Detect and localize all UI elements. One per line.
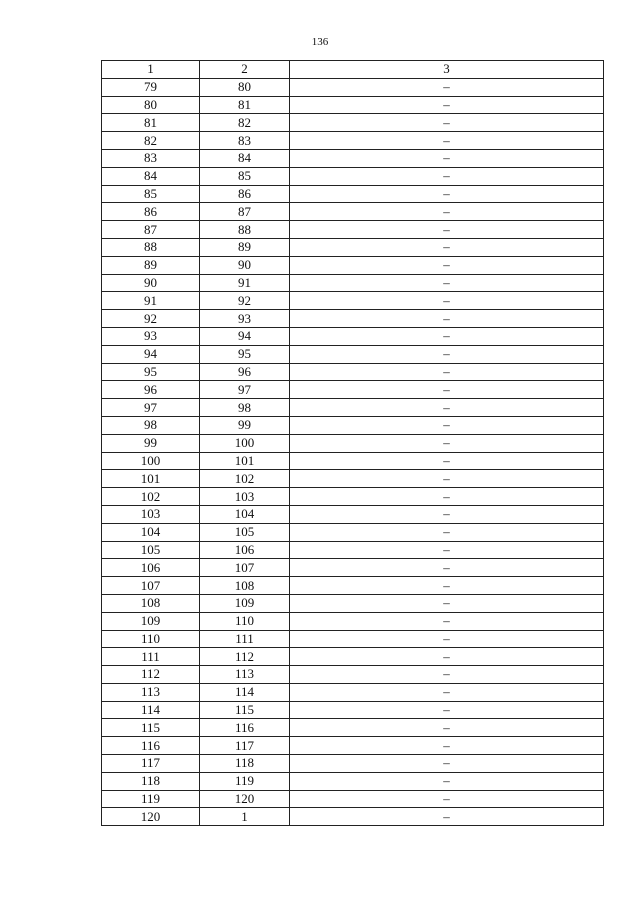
- table-cell: 82: [102, 132, 200, 150]
- table-cell: –: [290, 648, 604, 666]
- table-cell: 114: [200, 683, 290, 701]
- table-cell: –: [290, 185, 604, 203]
- table-cell: 106: [200, 541, 290, 559]
- table-cell: 104: [102, 523, 200, 541]
- table-cell: 115: [200, 701, 290, 719]
- table-row: [102, 470, 604, 488]
- table-cell: –: [290, 221, 604, 239]
- table-row: [102, 434, 604, 452]
- table-cell: 91: [200, 274, 290, 292]
- table-cell: 98: [102, 416, 200, 434]
- table-cell: 85: [200, 167, 290, 185]
- table-cell: 79: [102, 78, 200, 96]
- table-cell: –: [290, 719, 604, 737]
- table-cell: 103: [200, 488, 290, 506]
- table-row: [102, 203, 604, 221]
- table-cell: –: [290, 416, 604, 434]
- table-row: [102, 808, 604, 826]
- table-cell: 92: [200, 292, 290, 310]
- table-row: [102, 488, 604, 506]
- table-cell: –: [290, 274, 604, 292]
- table-row: [102, 114, 604, 132]
- table-cell: 117: [102, 755, 200, 773]
- table-cell: 81: [200, 96, 290, 114]
- table-row: [102, 666, 604, 684]
- table-cell: 80: [200, 78, 290, 96]
- table-row: [102, 452, 604, 470]
- table-row: [102, 96, 604, 114]
- table-row: [102, 416, 604, 434]
- column-header-2: 2: [200, 61, 290, 79]
- table-cell: 100: [200, 434, 290, 452]
- table-cell: –: [290, 755, 604, 773]
- table-row: [102, 292, 604, 310]
- table-cell: 107: [200, 559, 290, 577]
- table-cell: 83: [102, 149, 200, 167]
- table-row: [102, 737, 604, 755]
- table-row: [102, 310, 604, 328]
- table-cell: 95: [200, 345, 290, 363]
- table-cell: –: [290, 256, 604, 274]
- table-row: [102, 577, 604, 595]
- table-row: [102, 256, 604, 274]
- table-cell: –: [290, 559, 604, 577]
- table-cell: 101: [102, 470, 200, 488]
- table-row: [102, 772, 604, 790]
- table-cell: –: [290, 434, 604, 452]
- table-row: [102, 701, 604, 719]
- table-row: [102, 541, 604, 559]
- table-cell: 86: [200, 185, 290, 203]
- table-cell: –: [290, 523, 604, 541]
- table-cell: 119: [102, 790, 200, 808]
- table-cell: 116: [102, 737, 200, 755]
- table-cell: –: [290, 78, 604, 96]
- table-cell: –: [290, 488, 604, 506]
- table-row: [102, 327, 604, 345]
- table-cell: 89: [102, 256, 200, 274]
- table-cell: –: [290, 737, 604, 755]
- table-cell: –: [290, 541, 604, 559]
- table-cell: 89: [200, 238, 290, 256]
- table-cell: –: [290, 666, 604, 684]
- table-cell: –: [290, 612, 604, 630]
- table-cell: 88: [200, 221, 290, 239]
- table-cell: 103: [102, 505, 200, 523]
- table-cell: 85: [102, 185, 200, 203]
- table-cell: 113: [102, 683, 200, 701]
- table-cell: –: [290, 167, 604, 185]
- table-cell: 92: [102, 310, 200, 328]
- table-row: [102, 345, 604, 363]
- table-cell: –: [290, 292, 604, 310]
- table-row: [102, 167, 604, 185]
- table-cell: 91: [102, 292, 200, 310]
- table-row: [102, 399, 604, 417]
- table-cell: 96: [200, 363, 290, 381]
- table-row: [102, 221, 604, 239]
- table-cell: 102: [102, 488, 200, 506]
- table-row: [102, 363, 604, 381]
- table-cell: –: [290, 772, 604, 790]
- table-cell: 94: [102, 345, 200, 363]
- table-cell: 109: [200, 594, 290, 612]
- table-cell: 1: [200, 808, 290, 826]
- table-row: [102, 755, 604, 773]
- table-cell: 108: [200, 577, 290, 595]
- table-cell: 118: [200, 755, 290, 773]
- table-cell: –: [290, 790, 604, 808]
- table-cell: 94: [200, 327, 290, 345]
- table-row: [102, 238, 604, 256]
- table-cell: 101: [200, 452, 290, 470]
- table-cell: 108: [102, 594, 200, 612]
- table-cell: 113: [200, 666, 290, 684]
- table-cell: 84: [102, 167, 200, 185]
- table-cell: –: [290, 203, 604, 221]
- table-cell: 110: [102, 630, 200, 648]
- table-cell: 95: [102, 363, 200, 381]
- table-cell: –: [290, 470, 604, 488]
- table-cell: –: [290, 683, 604, 701]
- table-cell: 105: [102, 541, 200, 559]
- table-cell: 117: [200, 737, 290, 755]
- table-cell: –: [290, 505, 604, 523]
- table-cell: –: [290, 381, 604, 399]
- table-cell: –: [290, 238, 604, 256]
- table-cell: 97: [102, 399, 200, 417]
- table-cell: 99: [200, 416, 290, 434]
- table-row: [102, 648, 604, 666]
- table-cell: –: [290, 132, 604, 150]
- table-cell: 96: [102, 381, 200, 399]
- table-cell: –: [290, 630, 604, 648]
- table-cell: 104: [200, 505, 290, 523]
- table-cell: 87: [200, 203, 290, 221]
- table-cell: 110: [200, 612, 290, 630]
- table-cell: 88: [102, 238, 200, 256]
- table-cell: 97: [200, 381, 290, 399]
- table-row: [102, 132, 604, 150]
- data-table: [101, 60, 604, 826]
- table-cell: 90: [102, 274, 200, 292]
- table-row: [102, 559, 604, 577]
- table-cell: –: [290, 96, 604, 114]
- table-cell: –: [290, 701, 604, 719]
- table-row: [102, 78, 604, 96]
- table-row: [102, 612, 604, 630]
- table-header-row: [102, 61, 604, 79]
- table-cell: 99: [102, 434, 200, 452]
- table-cell: 87: [102, 221, 200, 239]
- column-header-1: 1: [102, 61, 200, 79]
- table-cell: –: [290, 808, 604, 826]
- table-cell: 120: [102, 808, 200, 826]
- table-row: [102, 790, 604, 808]
- table-cell: –: [290, 114, 604, 132]
- table-cell: –: [290, 577, 604, 595]
- table-cell: –: [290, 345, 604, 363]
- table-cell: 81: [102, 114, 200, 132]
- table-cell: –: [290, 327, 604, 345]
- table-cell: 93: [102, 327, 200, 345]
- table-body: [102, 78, 604, 825]
- table-cell: –: [290, 149, 604, 167]
- table-cell: –: [290, 594, 604, 612]
- table-cell: 119: [200, 772, 290, 790]
- table-row: [102, 719, 604, 737]
- table-cell: 106: [102, 559, 200, 577]
- table-cell: 120: [200, 790, 290, 808]
- table-cell: 102: [200, 470, 290, 488]
- table-cell: 112: [200, 648, 290, 666]
- table-cell: 118: [102, 772, 200, 790]
- table-cell: 83: [200, 132, 290, 150]
- table-cell: 93: [200, 310, 290, 328]
- table-cell: –: [290, 399, 604, 417]
- table-cell: –: [290, 452, 604, 470]
- table-cell: 105: [200, 523, 290, 541]
- table-cell: 86: [102, 203, 200, 221]
- table-cell: 116: [200, 719, 290, 737]
- table-cell: 98: [200, 399, 290, 417]
- table-row: [102, 594, 604, 612]
- table-cell: 82: [200, 114, 290, 132]
- table-cell: 111: [102, 648, 200, 666]
- table-cell: 115: [102, 719, 200, 737]
- column-header-3: 3: [290, 61, 604, 79]
- table-cell: 109: [102, 612, 200, 630]
- table-cell: 107: [102, 577, 200, 595]
- table-cell: 84: [200, 149, 290, 167]
- table-cell: 112: [102, 666, 200, 684]
- table-cell: 90: [200, 256, 290, 274]
- table-row: [102, 523, 604, 541]
- table-row: [102, 149, 604, 167]
- table-row: [102, 505, 604, 523]
- table-cell: –: [290, 310, 604, 328]
- table-cell: 111: [200, 630, 290, 648]
- table-cell: 100: [102, 452, 200, 470]
- table-cell: 80: [102, 96, 200, 114]
- table-row: [102, 630, 604, 648]
- table-cell: 114: [102, 701, 200, 719]
- page-number: 136: [311, 36, 329, 48]
- table-row: [102, 274, 604, 292]
- table-row: [102, 381, 604, 399]
- table-row: [102, 185, 604, 203]
- table-row: [102, 683, 604, 701]
- table-cell: –: [290, 363, 604, 381]
